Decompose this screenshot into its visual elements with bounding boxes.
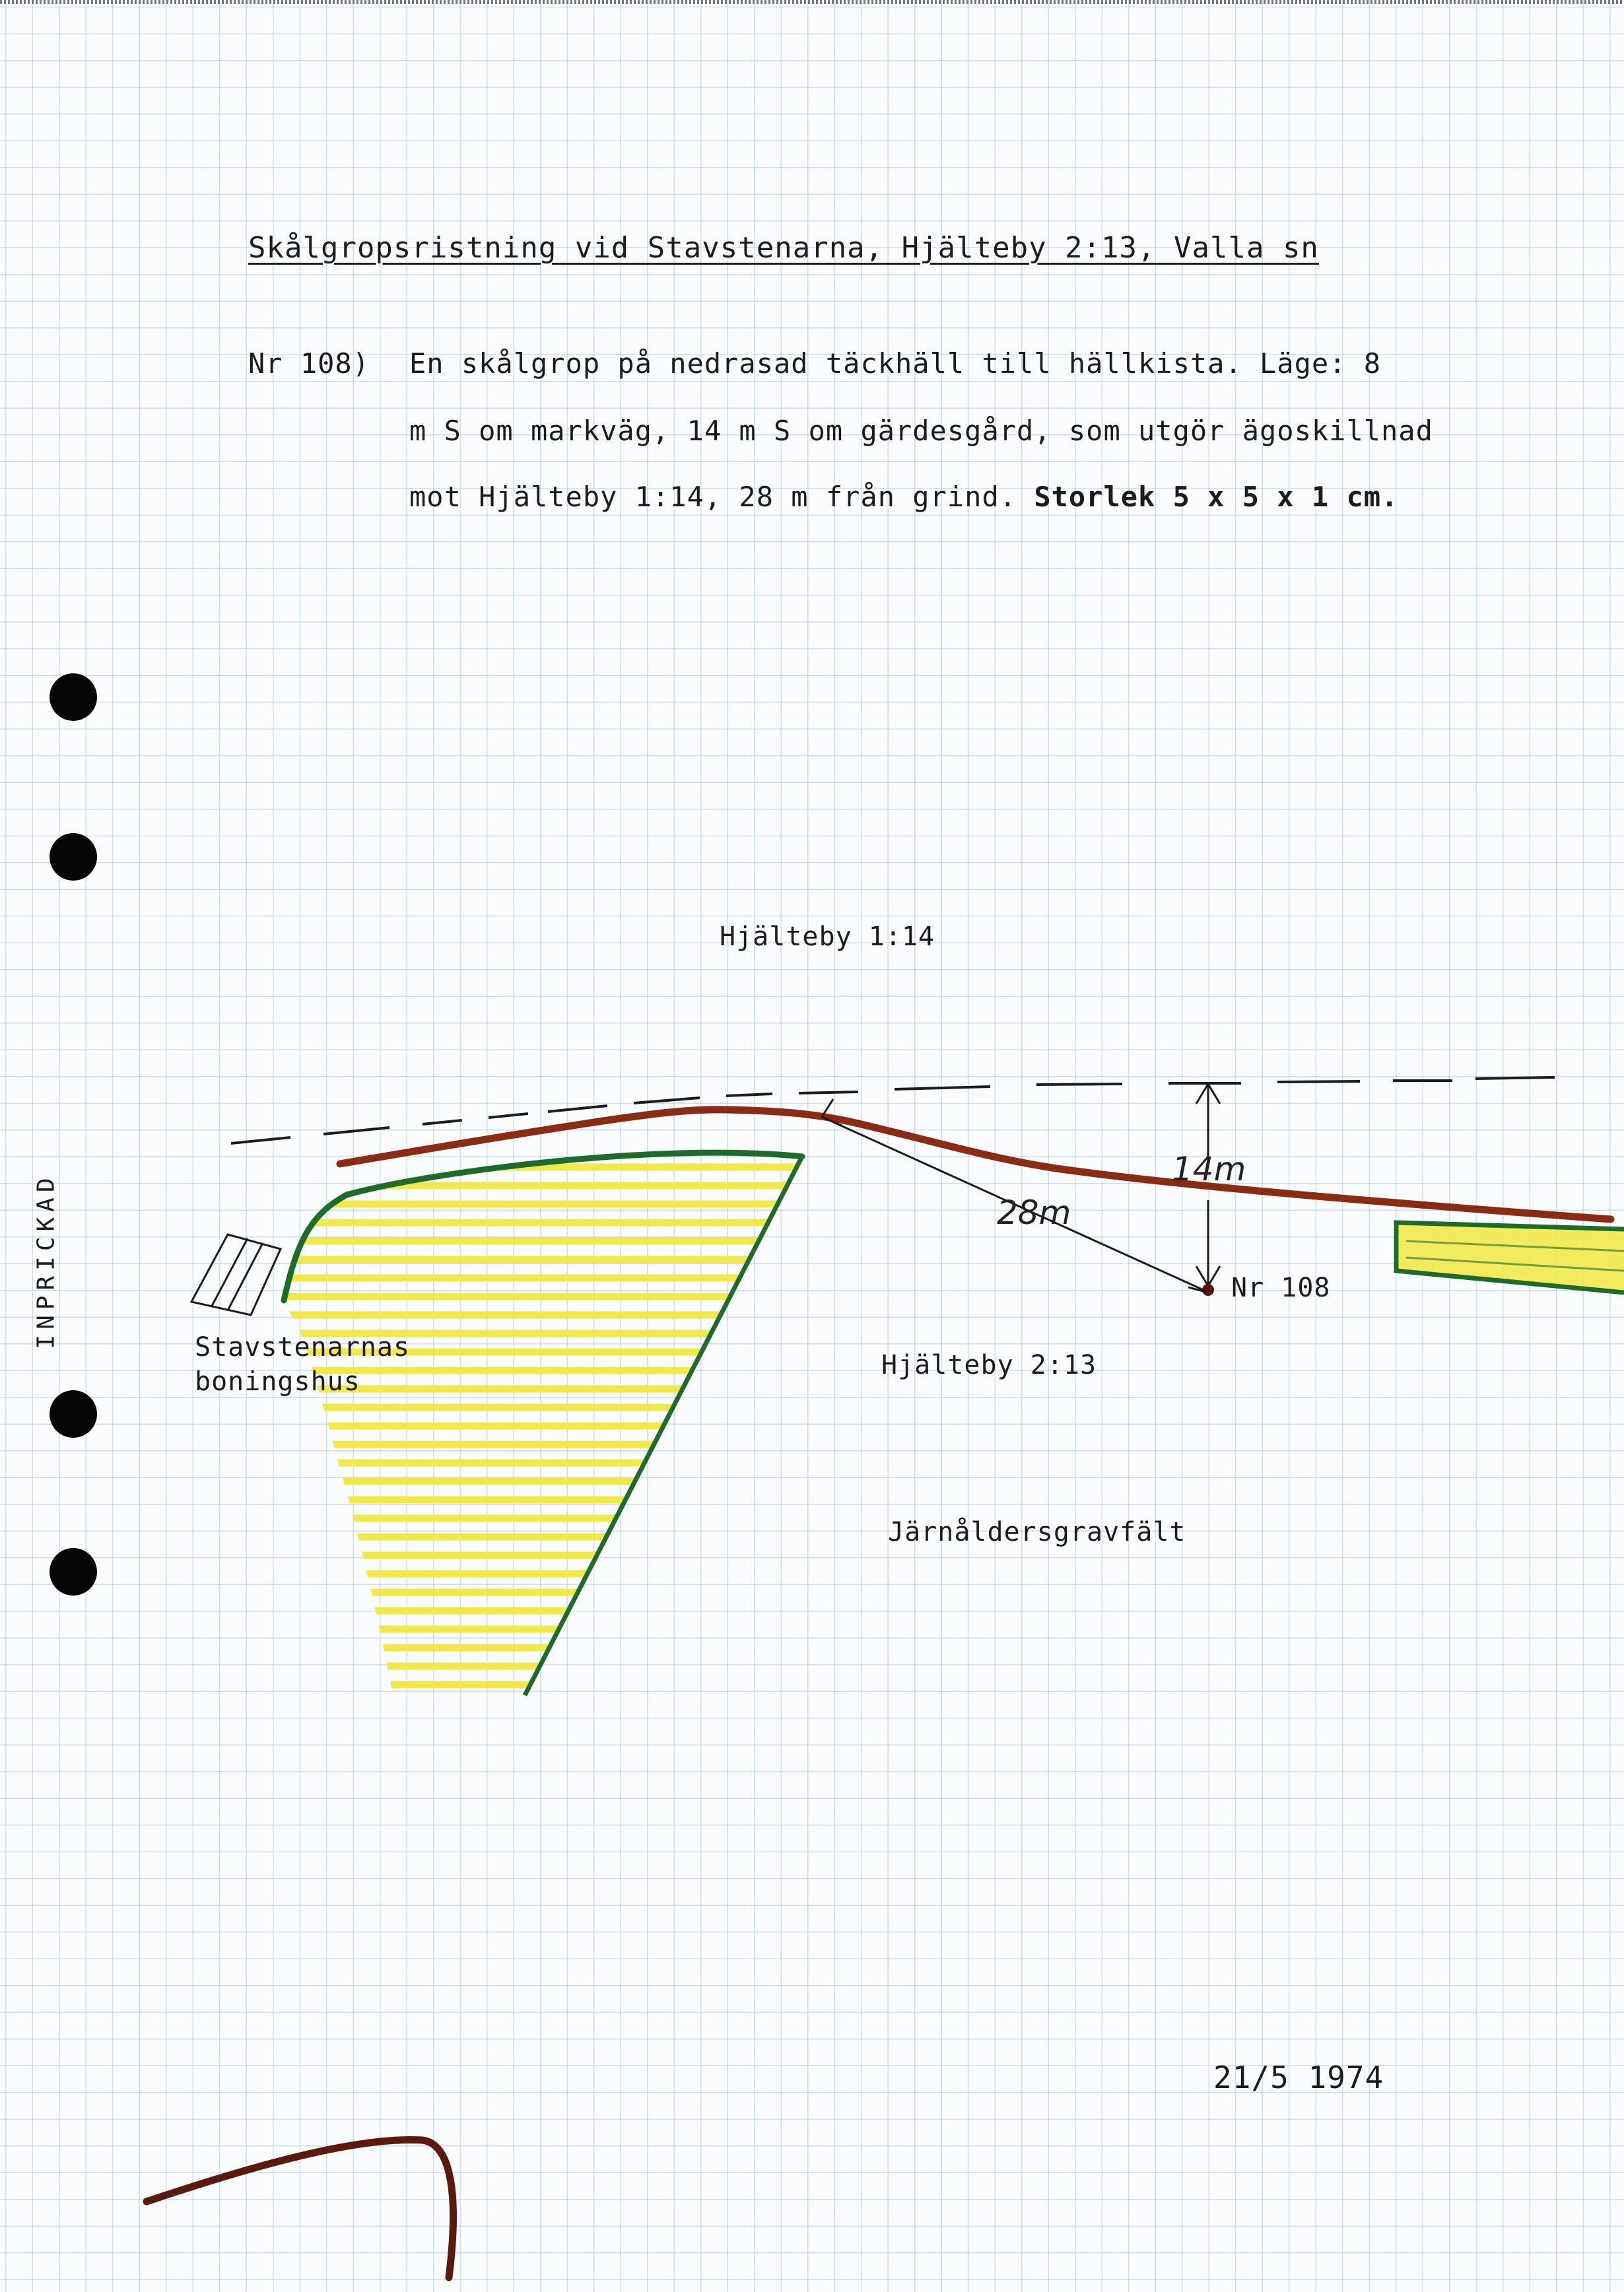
site-label: Nr 108: [1231, 1273, 1331, 1303]
hatch-area-left: [264, 1167, 858, 1685]
property-label-north: Hjälteby 1:14: [720, 922, 935, 952]
inprickad-stamp: INPRICKAD: [32, 1172, 60, 1349]
gravefield-label: Järnåldersgravfält: [888, 1517, 1186, 1547]
distance-label-14m: 14m: [1172, 1150, 1246, 1188]
site-marker: [1202, 1284, 1214, 1296]
hand-drawn-curve: [147, 2140, 454, 2277]
page-title: Skålgropsristning vid Stavstenarna, Hjälteby 2:13, Valla sn: [248, 231, 1319, 265]
distance-label-28m: 28m: [997, 1194, 1071, 1232]
house-symbol: [191, 1234, 281, 1315]
entry-size: Storlek 5 x 5 x 1 cm.: [1034, 481, 1399, 513]
property-label-south: Hjälteby 2:13: [881, 1350, 1097, 1380]
entry-number: Nr 108): [248, 347, 370, 380]
entry-line-3-prefix: mot Hjälteby 1:14, 28 m från grind.: [409, 481, 1034, 513]
entry-line-2: m S om markväg, 14 m S om gärdesgård, som utgör ägoskillnad: [409, 415, 1433, 447]
document-date: 21/5 1974: [1213, 2060, 1384, 2095]
house-label-line-1: Stavstenarnas: [195, 1332, 411, 1363]
house-label-line-2: boningshus: [195, 1366, 360, 1397]
entry-line-1: En skålgrop på nedrasad täckhäll till hällkista. Läge: 8: [409, 347, 1382, 380]
